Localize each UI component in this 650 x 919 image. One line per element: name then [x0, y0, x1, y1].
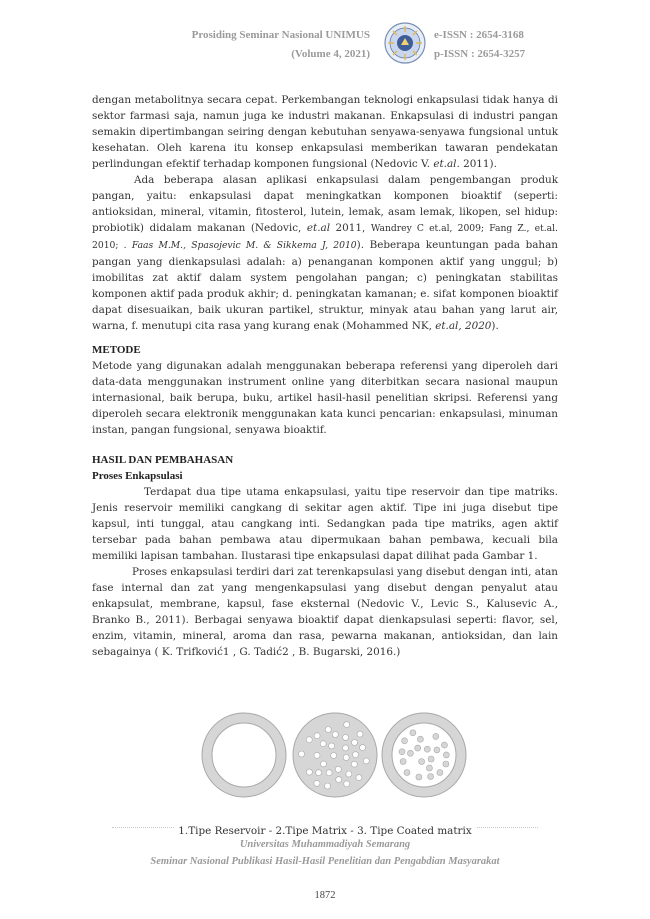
heading-hasil: HASIL DAN PEMBAHASAN	[92, 454, 234, 466]
active-agent-particle	[316, 770, 322, 776]
active-agent-particle	[437, 770, 443, 776]
active-agent-particle	[314, 752, 320, 758]
active-agent-particle	[356, 775, 362, 781]
header-left	[192, 26, 370, 64]
active-agent-particle	[332, 732, 338, 738]
active-agent-particle	[426, 765, 432, 771]
paragraph-text: ). Beberapa keuntungan pada bahan pangan yang dienkapsulasi adalah: a) penanganan komponen aktif yang unggul; b) imobilitas zat aktif dalam system pengolahan pangan; c) peningkatan stabilitas komponen aktif pada produk akhir; d. peningkatan kamanan; e. sifat komponen bioaktif dapat disesuaikan, baik ukuran partikel, struktur, minyak atau bahan yang larut air, warna, f. menutupi cita rasa yang kurang enak (Mohammed NK,	[92, 239, 558, 332]
spacer	[92, 334, 558, 342]
paragraph-text: 2011,	[330, 222, 371, 234]
article-body	[92, 92, 558, 660]
active-agent-particle	[343, 745, 349, 751]
active-agent-particle	[428, 774, 434, 780]
active-agent-particle	[326, 770, 332, 776]
unimus-logo-icon	[384, 22, 426, 64]
active-agent-particle	[404, 770, 410, 776]
active-agent-particle	[320, 741, 326, 747]
active-agent-particle	[400, 759, 406, 765]
active-agent-particle	[428, 756, 434, 762]
citation-etal: et.al	[306, 222, 331, 234]
active-agent-particle	[357, 731, 363, 737]
figure-encapsulation-types	[0, 712, 650, 802]
paragraph-tipe: Terdapat dua tipe utama enkapsulasi, yaitu tipe reservoir dan tipe matriks. Jenis reservoir memiliki cangkang di sekitar agen aktif. Tipe ini juga disebut tipe kapsul, inti tunggal, atau cangkang inti. Sedangkan pada tipe matriks, agen aktif tersebar pada bahan pembawa atau dipermukaan bahan pembawa, kecuali bila memiliki lapisan tambahan. Ilustarasi tipe enkapsulasi dapat dilihat pada Gambar 1.	[92, 486, 558, 562]
active-agent-particle	[346, 771, 352, 777]
active-agent-particle	[299, 751, 305, 757]
active-agent-particle	[325, 783, 331, 789]
heading-metode: METODE	[92, 344, 141, 356]
active-agent-particle	[443, 761, 449, 767]
active-agent-particle	[343, 734, 349, 740]
active-agent-particle	[325, 727, 331, 733]
active-agent-particle	[306, 737, 312, 743]
paragraph-text: dengan metabolitnya secara cepat. Perkembangan teknologi enkapsulasi tidak hanya di sektor farmasi saja, namun juga ke industri makanan. Enkapsulasi di industri pangan semakin dipertimbangan seiring dengan kebutuhan senyawa-senyawa fungsional untuk kesehatan. Oleh karena itu konsep enkapsulasi memberikan tawaran pendekatan perlindungan efektif terhadap komponen fungsional (Nedovic V.	[92, 94, 558, 170]
active-agent-particle	[351, 761, 357, 767]
active-agent-particle	[343, 755, 349, 761]
active-agent-particle	[433, 733, 439, 739]
active-agent-particle	[441, 742, 447, 748]
active-agent-particle	[335, 766, 341, 772]
citation-end: ).	[491, 320, 499, 332]
active-agent-particle	[416, 774, 422, 780]
active-agent-particle	[329, 743, 335, 749]
paragraph-proses: Proses enkapsulasi terdiri dari zat terenkapsulasi yang disebut dengan inti, atan fase internal dan zat yang mengenkapsulasi yang disebut dengan penyalut atau enkapsulat, membrane, kapsul, fase eksternal (Nedovic V., Levic S., Kalusevic A., Branko B., 2011). Berbagai senyawa bioaktif dapat dienkapsulasi seperti: flavor, sel, enzim, vitamin, mineral, aroma dan rasa, pewarna makanan, antioksidan, dan lain sebagainya ( K. Trifković1 , G. Tadić2 , B. Bugarski, 2016.)	[92, 566, 558, 658]
citation-etal: et.al.	[433, 158, 460, 170]
active-agent-particle	[415, 745, 421, 751]
citation-end: 2011).	[459, 158, 497, 170]
active-agent-particle	[419, 759, 425, 765]
paragraph-intro-end	[92, 92, 558, 172]
active-agent-particle	[336, 777, 342, 783]
figure-caption-text: 1.Tipe Reservoir - 2.Tipe Matrix - 3. Tipe Coated matrix	[174, 825, 475, 837]
subheading-proses: Proses Enkapsulasi	[92, 470, 183, 482]
coated-matrix-diagram	[382, 713, 466, 797]
paragraph-reasons	[92, 172, 558, 334]
paragraph-text: Ada beberapa alasan aplikasi enkapsulasi dalam pengembangan produk pangan, yaitu: enkapsulasi dapat meningkatkan komponen bioaktif (seperti: antioksidan, mineral, vitamin, fitosterol, lutein, lemak, asam lemak, likopen, sel hidup: probiotik) didalam makanan (Nedovic,	[92, 174, 558, 234]
header-volume: (Volume 4, 2021)	[291, 48, 370, 60]
paragraph-metode: Metode yang digunakan adalah menggunakan beberapa referensi yang diperoleh dari data-data menggunakan instrument online yang diterbitkan secara nasional maupun internasional, baik berupa, buku, artikel hasil-hasil penelitian skripsi. Referensi yang diperoleh secara elektronik menggunakan kata kunci pencarian: enkapsulasi, minuman instan, pangan fungsional, senyawa bioaktif.	[92, 360, 558, 436]
citation-small: Wandrey C et.al, 2009; Fang Z., et.al. 2010; .	[92, 223, 558, 251]
active-agent-particle	[352, 740, 358, 746]
active-agent-particle	[314, 780, 320, 786]
active-agent-particle	[434, 747, 440, 753]
footer-university: Universitas Muhammadiyah Semarang	[239, 839, 411, 850]
active-agent-particle	[344, 722, 350, 728]
spacer	[92, 438, 558, 452]
active-agent-particle	[417, 736, 423, 742]
active-agent-particle	[410, 730, 416, 736]
active-agent-particle	[402, 738, 408, 744]
footer-seminar: Seminar Nasional Publikasi Hasil-Hasil Penelitian dan Pengabdian Masyarakat	[150, 856, 500, 867]
header-pissn: p-ISSN : 2654-3257	[434, 48, 526, 60]
citation-etal: et.al, 2020	[435, 320, 492, 332]
header-right	[434, 26, 525, 64]
page-number: 1872	[314, 890, 336, 901]
reservoir-diagram	[202, 713, 286, 797]
active-agent-particle	[399, 749, 405, 755]
figure-caption	[0, 819, 650, 838]
active-agent-particle	[407, 750, 413, 756]
active-agent-particle	[306, 769, 312, 775]
active-agent-particle	[344, 781, 350, 787]
active-agent-particle	[424, 746, 430, 752]
citation-italic: Faas M.M., Spasojevic M. & Sikkema J, 2010	[126, 240, 357, 251]
header-proceedings-title: Prosiding Seminar Nasional UNIMUS	[191, 29, 370, 41]
active-agent-particle	[353, 752, 359, 758]
matrix-diagram	[293, 713, 377, 797]
active-agent-particle	[360, 745, 366, 751]
active-agent-particle	[331, 753, 337, 759]
active-agent-particle	[443, 752, 449, 758]
active-agent-particle	[363, 758, 369, 764]
active-agent-particle	[314, 733, 320, 739]
active-agent-particle	[321, 761, 327, 767]
header-eissn: e-ISSN : 2654-3168	[434, 29, 524, 41]
